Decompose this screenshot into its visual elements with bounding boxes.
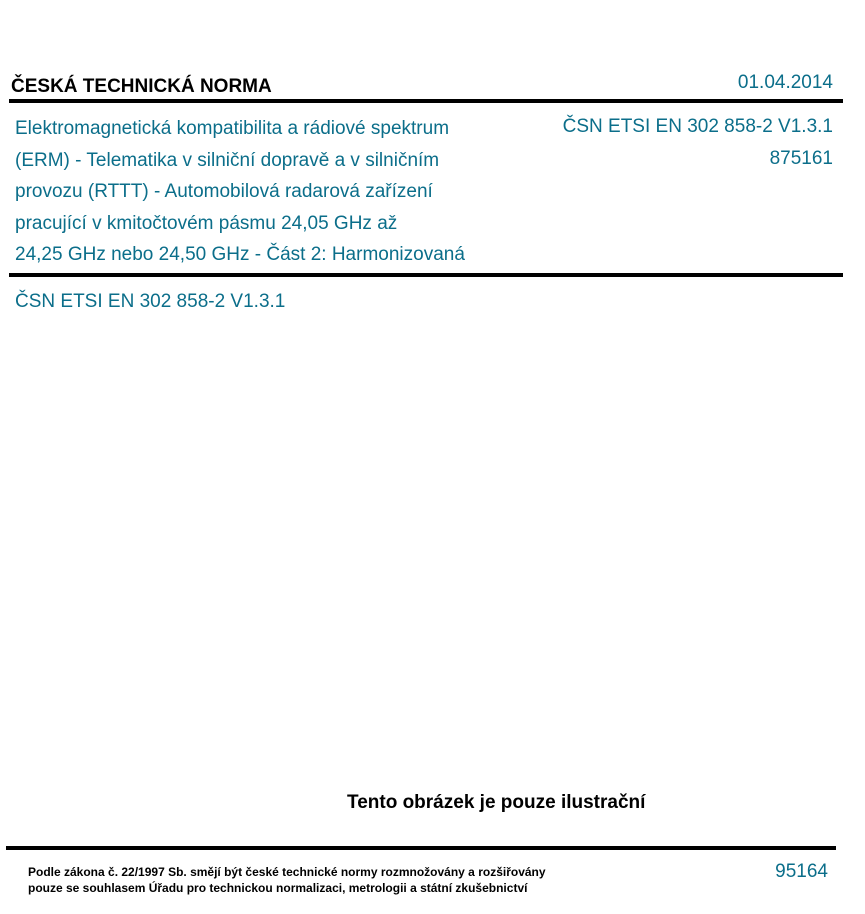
catalog-number: 875161 — [769, 148, 833, 169]
title-line: Elektromagnetická kompatibilita a rádiové spektrum — [15, 118, 450, 139]
footer-number: 95164 — [775, 861, 828, 882]
footer-divider — [6, 846, 836, 850]
illustrative-note: Tento obrázek je pouze ilustrační — [347, 792, 646, 813]
title-divider — [9, 273, 843, 277]
header-divider — [9, 99, 843, 103]
title-line: provozu (RTTT) - Automobilová radarová zařízení — [15, 181, 433, 202]
document-number-repeat: ČSN ETSI EN 302 858-2 V1.3.1 — [15, 291, 286, 312]
title-line: (ERM) - Telematika v silniční dopravě a v silničním — [15, 149, 440, 171]
title-line: 24,25 GHz nebo 24,50 GHz - Část 2: Harmonizovaná — [15, 244, 465, 265]
title-line: pracující v kmitočtovém pásmu 24,05 GHz až — [15, 212, 398, 234]
standard-heading: ČESKÁ TECHNICKÁ NORMA — [11, 76, 272, 97]
document-number: ČSN ETSI EN 302 858-2 V1.3.1 — [562, 116, 833, 137]
legal-notice-line: pouze se souhlasem Úřadu pro technickou normalizaci, metrologii a státní zkušebnictví — [28, 881, 528, 895]
legal-notice-line: Podle zákona č. 22/1997 Sb. smějí být české technické normy rozmnožovány a rozšiřovány — [28, 865, 546, 879]
legal-notice — [28, 864, 588, 896]
publication-date: 01.04.2014 — [737, 72, 833, 93]
document-title — [15, 113, 535, 271]
